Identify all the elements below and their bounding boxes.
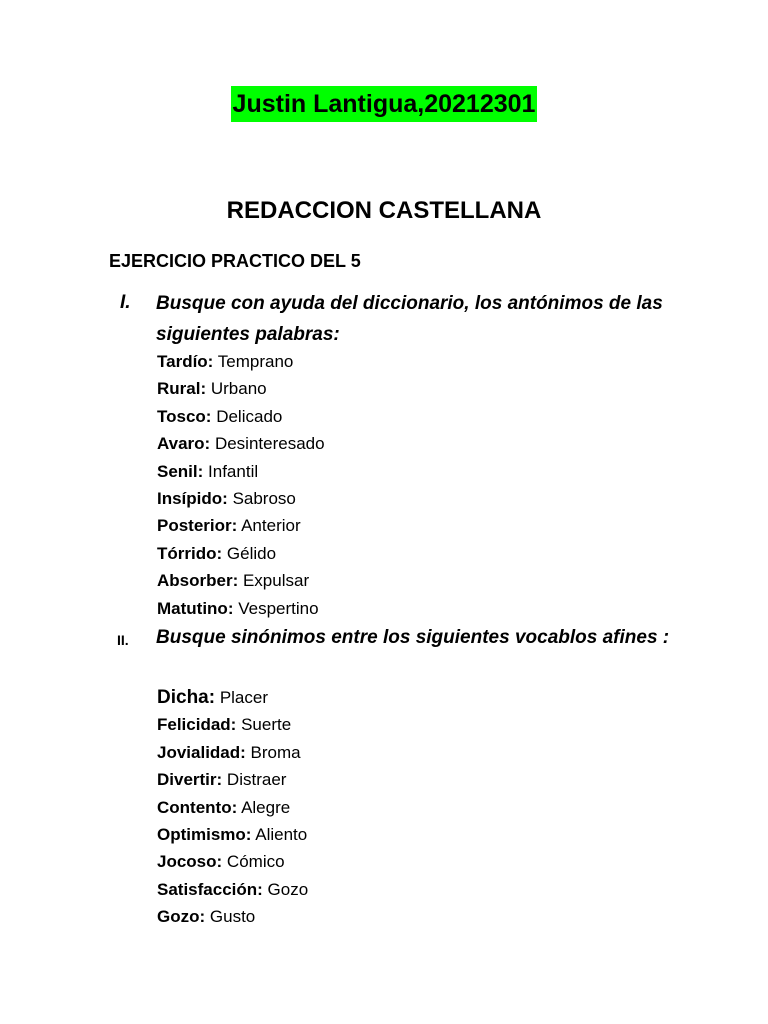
list-item	[157, 794, 308, 821]
item-term: Jovialidad:	[157, 742, 246, 762]
item-value: Broma	[250, 742, 301, 762]
list-item	[157, 903, 308, 930]
list-item	[157, 375, 325, 402]
item-term: Tosco:	[157, 406, 212, 426]
item-value: Infantil	[208, 461, 259, 481]
item-value: Anterior	[241, 516, 301, 536]
list-item	[157, 540, 325, 567]
section-2-number: II.	[117, 632, 129, 648]
item-term: Tardío:	[157, 352, 214, 371]
item-value: Placer	[219, 688, 268, 707]
list-item	[157, 403, 325, 430]
item-value: Temprano	[217, 352, 294, 371]
item-value: Alegre	[241, 797, 291, 817]
item-value: Sabroso	[232, 488, 296, 508]
item-value: Gozo	[267, 879, 309, 899]
list-item	[157, 821, 308, 848]
list-item	[157, 458, 325, 485]
list-item	[157, 430, 325, 457]
item-value: Delicado	[216, 406, 283, 426]
item-term: Posterior:	[157, 516, 238, 536]
item-value: Cómico	[226, 852, 285, 872]
exercise-subtitle: EJERCICIO PRACTICO DEL 5	[109, 251, 361, 271]
document-title: REDACCION CASTELLANA	[226, 197, 542, 224]
section-2-heading: Busque sinónimos entre los siguientes vocablos afines :	[156, 627, 670, 648]
section-1-number: I.	[120, 292, 131, 313]
list-item	[157, 848, 308, 875]
item-value: Distraer	[226, 770, 287, 790]
section-1-heading: Busque con ayuda del diccionario, los antónimos de las siguientes palabras:	[156, 293, 663, 345]
list-item	[157, 348, 325, 375]
item-value: Vespertino	[238, 598, 319, 618]
antonyms-list	[157, 348, 325, 622]
item-term: Matutino:	[157, 598, 234, 618]
item-value: Suerte	[241, 715, 292, 735]
item-term: Absorber:	[157, 571, 239, 591]
item-term: Dicha:	[157, 687, 216, 708]
item-term: Contento:	[157, 797, 238, 817]
author-line	[0, 86, 768, 122]
list-item	[157, 595, 325, 622]
item-value: Desinteresado	[214, 434, 325, 454]
item-value: Gusto	[209, 907, 256, 927]
list-item	[157, 876, 308, 903]
list-item	[157, 684, 308, 711]
item-value: Urbano	[210, 379, 267, 399]
item-value: Gélido	[226, 543, 277, 563]
item-term: Optimismo:	[157, 824, 252, 844]
list-item	[157, 711, 308, 738]
item-term: Felicidad:	[157, 715, 237, 735]
item-term: Satisfacción:	[157, 879, 263, 899]
item-term: Gozo:	[157, 907, 206, 927]
item-term: Tórrido:	[157, 543, 223, 563]
author-name-highlighted: Justin Lantigua,20212301	[231, 86, 538, 122]
item-term: Avaro:	[157, 434, 211, 454]
list-item	[157, 766, 308, 793]
list-item	[157, 512, 325, 539]
item-term: Rural:	[157, 379, 207, 399]
list-item	[157, 485, 325, 512]
item-term: Senil:	[157, 461, 204, 481]
list-item	[157, 739, 308, 766]
item-value: Expulsar	[242, 571, 310, 591]
list-item	[157, 567, 325, 594]
item-term: Insípido:	[157, 488, 228, 508]
item-term: Jocoso:	[157, 852, 223, 872]
synonyms-list	[157, 684, 308, 931]
item-term: Divertir:	[157, 770, 223, 790]
item-value: Aliento	[255, 824, 308, 844]
